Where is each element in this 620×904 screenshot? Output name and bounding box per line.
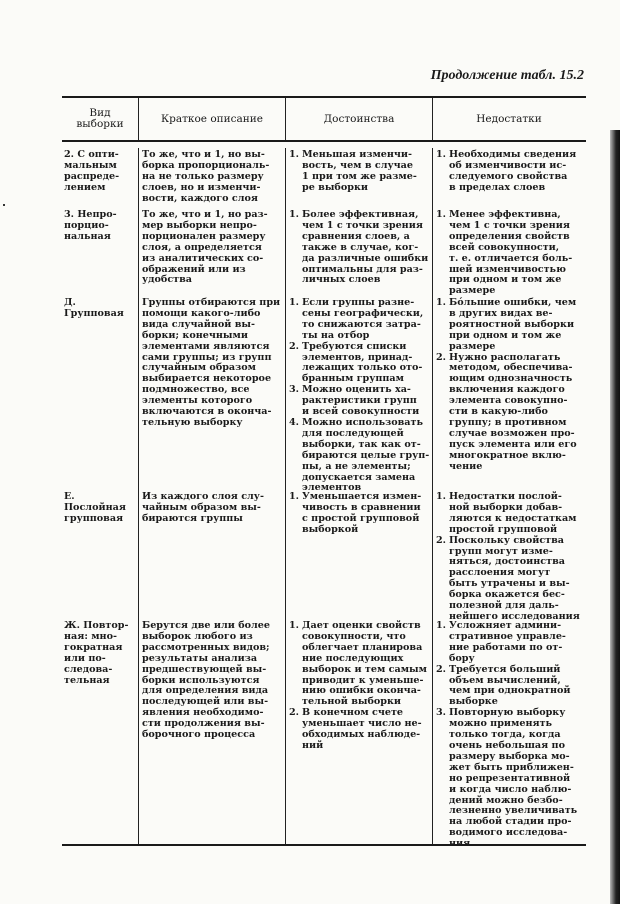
list-item	[289, 418, 431, 494]
item-number: 3.	[289, 384, 300, 396]
table-caption: Продолжение табл. 15.2	[430, 68, 584, 83]
list-item	[289, 621, 431, 708]
item-text: Необходимы сведения об изменчивости ис- следуемого свойства в пределах слоев	[449, 149, 577, 193]
list-item	[289, 150, 431, 194]
cell-description: То же, что и 1, но раз- мер выборки непро- порционален размеру слоя, а определяется из аналитических со- ображений или из удобства	[142, 209, 268, 286]
cell-disadvantages	[436, 150, 584, 194]
item-text: Уменьшается измен- чивость в сравнении с простой групповой выборкой	[302, 491, 422, 535]
item-number: 1.	[436, 149, 447, 160]
item-number: 3.	[436, 707, 447, 719]
cell-disadvantages	[436, 298, 584, 473]
cell-advantages	[289, 621, 431, 752]
item-number: 1.	[289, 209, 300, 220]
cell-advantages	[289, 150, 431, 194]
list-item	[436, 210, 584, 297]
item-number: 2.	[436, 534, 447, 546]
item-number: 2.	[436, 663, 447, 675]
item-number: 2.	[436, 351, 447, 363]
item-text: Усложняет админи- стративное управле- ние работами по от- бору	[449, 620, 566, 664]
item-text: Поскольку свойства групп могут изме- няться, достоинства расслоения могут быть утрачены и вы- борка окажется бес- полезной для даль- нейшего исследования	[449, 534, 580, 622]
item-text: Бóльшие ошибки, чем в других видах ве- роятностной выборки при одном и том же размере	[449, 297, 577, 352]
cell-description: Группы отбираются при помощи какого-либо вида случайной вы- борки; конечными элементами являются сами группы; из групп случайным образом выбирается некоторое подмножество, все элементы которого включаются в оконча- тельную выборку	[142, 297, 281, 428]
item-text: Если группы разне- сены географически, то снижаются затра- ты на отбор	[302, 297, 424, 341]
item-text: Более эффективная, чем 1 с точки зрения сравнения слоев, а также в случае, ког- да различные ошибки оптимальны для раз- личных слоев	[302, 209, 429, 286]
cell-kind: Е. Послойная групповая	[64, 491, 126, 524]
item-number: 2.	[289, 707, 300, 719]
item-number: 1.	[436, 620, 447, 631]
cell-advantages	[289, 298, 431, 494]
list-item	[289, 342, 431, 386]
cell-advantages	[289, 492, 431, 536]
item-number: 1.	[289, 149, 300, 160]
item-number: 1.	[436, 209, 447, 220]
list-item	[436, 536, 584, 623]
item-text: Меньшая изменчи- вость, чем в случае 1 при том же разме- ре выборки	[302, 149, 417, 193]
list-item	[289, 708, 431, 752]
list-item	[436, 298, 584, 353]
item-number: 1.	[289, 620, 300, 631]
cell-kind: Ж. Повтор- ная: мно- гократная или по- следова- тельная	[64, 620, 129, 686]
item-number: 4.	[289, 416, 300, 428]
scan-edge-shadow	[610, 130, 620, 904]
cell-kind: 2. С опти- мальным распреде- лением	[64, 149, 120, 193]
item-text: Повторную выборку можно применять только тогда, когда очень небольшая по размеру выборка мо- жет быть приближен- но репрезентативной и когда число наблю- дений можно безбо- лезненно увеличивать на любой стадии про- водимого исследова- ния	[449, 707, 578, 850]
cell-advantages	[289, 210, 431, 286]
cell-disadvantages	[436, 210, 584, 297]
item-text: Дает оценки свойств совокупности, что облегчает планирова ние последующих выборок и тем самым приводит к уменьше- нию ошибки оконча- тельной выборки	[302, 620, 427, 708]
item-number: 1.	[289, 297, 300, 308]
column-divider	[138, 148, 139, 844]
list-item	[436, 492, 584, 536]
list-item	[289, 492, 431, 536]
item-text: Можно оценить ха- рактеристики групп и всей совокупности	[302, 384, 420, 418]
list-item	[436, 621, 584, 665]
header-rule	[62, 140, 586, 142]
list-item	[289, 210, 431, 286]
item-text: Требуется больший объем вычислений, чем при однократной выборке	[449, 663, 571, 708]
cell-kind: 3. Непро- порцио- нальная	[64, 209, 117, 242]
header-kind: Вид выборки	[76, 107, 124, 130]
cell-kind: Д. Групповая	[64, 297, 124, 319]
cell-description: Из каждого слоя слу- чайным образом вы- бираются группы	[142, 491, 264, 524]
list-item	[436, 665, 584, 709]
item-text: Требуются списки элементов, принад- лежащих только ото- бранным группам	[302, 340, 423, 385]
list-item	[289, 385, 431, 418]
cell-disadvantages	[436, 621, 584, 850]
item-number: 1.	[436, 297, 447, 308]
column-divider	[285, 148, 286, 844]
item-text: В конечном счете уменьшает число не- обходимых наблюде- ний	[302, 707, 422, 751]
item-number: 1.	[436, 491, 447, 502]
item-text: Недостатки послой- ной выборки добав- ляются к недостаткам простой групповой	[449, 491, 577, 535]
item-text: Менее эффективна, чем 1 с точки зрения определения свойств всей совокупности, т. е. отличается боль- шей изменчивостью при одном и том же размере	[449, 209, 573, 297]
cell-description: То же, что и 1, но вы- борка пропорциональ- на не только размеру слоев, но и изменчи- вости, каждого слоя	[142, 149, 270, 204]
header-description: Краткое описание	[160, 112, 264, 125]
scan-speck	[3, 204, 5, 206]
list-item	[436, 708, 584, 850]
list-item	[289, 298, 431, 342]
item-number: 1.	[289, 491, 300, 502]
list-item	[436, 353, 584, 473]
item-number: 2.	[289, 340, 300, 352]
cell-disadvantages	[436, 492, 584, 623]
header-advantages: Достоинства	[323, 112, 395, 125]
column-divider	[432, 148, 433, 844]
list-item	[436, 150, 584, 194]
item-text: Можно использовать для последующей выборки, так как от- бираются целые груп- пы, а не элементы; допускается замена элементов	[302, 416, 430, 494]
header-disadvantages: Недостатки	[476, 112, 542, 125]
item-text: Нужно располагать методом, обеспечива- ющим однозначность включения каждого элемента совокупно- сти в какую-либо группу; в противном случае возможен про- пуск элемента или его многократное вклю- чение	[449, 351, 577, 472]
cell-description: Берутся две или более выборок любого из рассмотренных видов; результаты анализа предшествующей вы- борки используются для определения вида последующей или вы- явления необходимо- сти продолжения вы- борочного процесса	[142, 620, 270, 741]
